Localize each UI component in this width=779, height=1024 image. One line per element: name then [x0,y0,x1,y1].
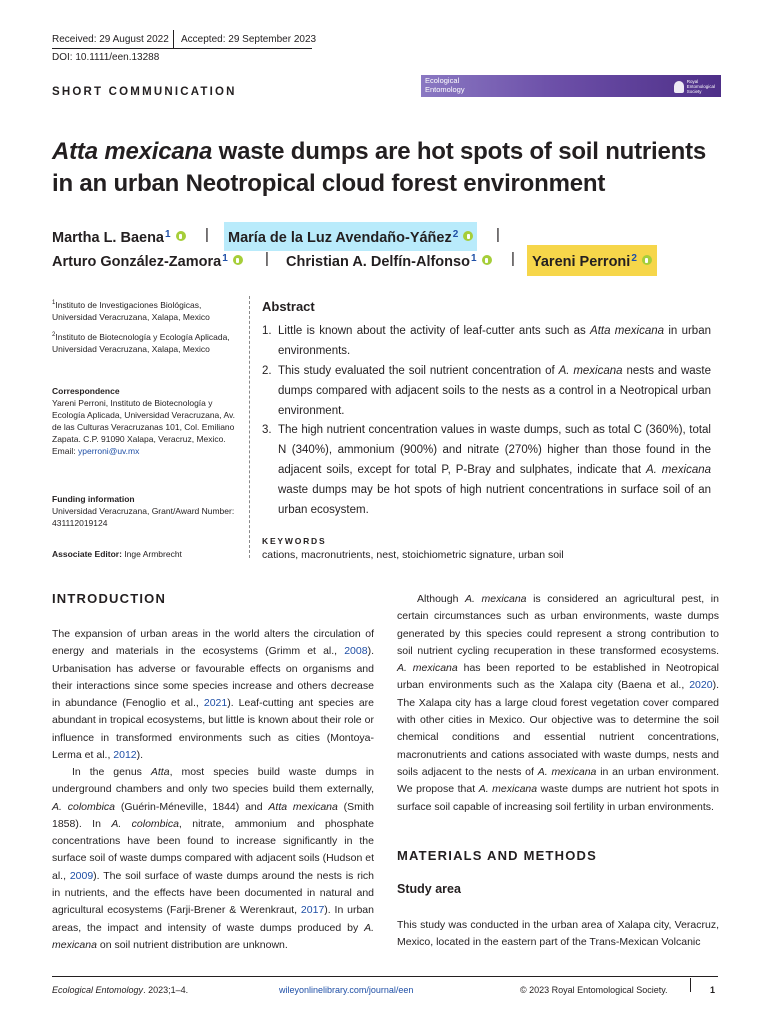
orcid-icon[interactable] [463,231,473,241]
text: The expansion of urban areas in the world alters the circulation of energy and materials in the ecosystems (Grimm et al., [52,628,374,658]
citation-link[interactable]: 2017 [300,904,325,917]
abstract-item-number: 2. [262,365,272,377]
journal-logo-line: Ecological [425,76,460,85]
author[interactable] [224,222,477,251]
abstract-text: Little is known about the activity of leaf-cutter ants such as [278,325,591,337]
affiliation-text: Instituto de Investigaciones Biológicas, Universidad Veracruzana, Xalapa, Mexico [52,299,210,322]
received-date: Received: 29 August 2022 [52,34,169,45]
species-name: A. mexicana [52,921,374,951]
affiliation-1 [52,297,237,323]
abstract-heading: Abstract [262,299,315,314]
author[interactable] [527,245,657,276]
journal-logo-text [425,77,465,94]
abstract-text: in urban environments. [278,325,711,357]
text: (Guérin-Méneville, 1844) and [115,800,269,813]
article-type: SHORT COMMUNICATION [52,86,237,98]
author-separator: | [511,250,515,267]
intro-paragraph-2 [52,764,374,954]
footer-url-link[interactable]: wileyonlinelibrary.com/journal/een [279,985,414,995]
author-name: Martha L. Baena [52,230,164,246]
citation-link[interactable]: 2021 [203,697,228,710]
journal-logo[interactable] [421,75,721,97]
citation-link[interactable]: 2012 [113,749,137,762]
footer-journal: Ecological Entomology [52,985,144,995]
abstract-item-number: 3. [262,424,272,436]
text: waste dumps are nutrient hot spots in surface soil capable of increasing soil fertility in urban environments. [397,783,719,813]
funding-label: Funding information [52,494,135,504]
methods-paragraph-1: This study was conducted in the urban area of Xalapa city, Veracruz, Mexico, located in the eastern part of the Trans-Mexican Volcanic [397,919,719,949]
affiliation-sup: 1 [52,300,56,306]
orcid-icon[interactable] [482,255,492,265]
keywords-label: KEYWORDS [262,536,327,546]
orcid-icon[interactable] [233,255,243,265]
abstract-text: nests and waste dumps compared with adjacent soils to the nests as a control in a Neotropical urban environment. [278,365,711,417]
citation-link[interactable]: 2009 [69,869,94,882]
citation-link[interactable]: 2008 [344,645,368,658]
author-separator: | [496,226,500,243]
affiliation-2 [52,329,237,355]
abstract-text: The high nutrient concentration values in waste dumps, such as total C (360%), total N (340%), ammonium (900%) and nitrate (270%) higher than those found in the adjacent soils, except for total P, P-Bray and sulphates, indicate that [278,424,711,476]
species-name: Atta [150,766,170,778]
funding-text: Universidad Veracruzana, Grant/Award Number: 431112019124 [52,506,235,528]
author-affiliation-sup[interactable]: 1 [222,253,228,264]
text: , most species build waste dumps in underground chambers and only two species build them externally, [52,766,374,796]
abstract-text: This study evaluated the soil nutrient concentration of [278,365,559,377]
text: In the genus [72,766,151,778]
section-heading-methods: MATERIALS AND METHODS [397,848,597,863]
author-affiliation-sup[interactable]: 1 [470,253,477,264]
email-link[interactable]: yperroni@uv.mx [77,446,140,456]
text: ). Urbanisation has adverse or favourable effects on organisms and their interactions since some species increase and others decrease in abundance (Fenoglio et al., [52,645,374,710]
text: ). The Xalapa city has a large cloud forest vegetation cover compared with other cities in Mexico. Our objective was to determine the soil chemical conditions and essential nutrient concentrations, macronutrients and cations associated with waste dumps, nests and soils adjacent to the nests of [397,679,719,778]
abstract-item [262,321,711,361]
footer-year-pages: . 2023;1–4. [143,985,189,995]
intro-paragraph-3 [397,591,719,816]
correspondence-text: Yareni Perroni, Instituto de Biotecnología y Ecología Aplicada, Universidad Veracruzana, Av. de las Culturas Veracruzanas 101, Col. Emiliano Zapata. C.P. 91090 Xalapa, Veracruz, Mexico. [52,398,236,444]
keywords: cations, macronutrients, nest, stoichiometric signature, urban soil [262,549,564,561]
footer-url[interactable] [279,985,413,995]
page-number: 1 [710,985,716,995]
orcid-icon[interactable] [176,231,186,241]
accepted-date: Accepted: 29 September 2023 [181,34,317,45]
abstract-item [262,361,711,421]
intro-paragraph-1 [52,626,374,764]
author-affiliation-sup[interactable]: 2 [631,253,637,264]
text: , nitrate, ammonium and phosphate concentrations have been found to increase significantly in the surface soil of waste dumps compared with adjacent soils (Hudson et al., [52,817,375,882]
species-name: Atta mexicana [268,800,338,813]
abstract-species: Atta mexicana [590,325,665,337]
species-name: A. mexicana [537,765,597,778]
abstract-item [262,420,711,520]
section-heading-introduction: INTRODUCTION [52,591,167,606]
article-title [52,136,732,200]
correspondence [52,385,237,457]
society-crest-icon [674,81,684,93]
text: is considered an agricultural pest, in certain circumstances such as urban environments, waste dumps generated by this species could represent a strong contribution to soil nutrient cycling recuperation in these transformed ecosystems. [397,593,719,657]
author-name: Yareni Perroni [532,254,631,270]
author-separator: | [265,250,269,267]
text: ). [136,749,144,762]
abstract-species: A. mexicana [558,365,623,377]
species-name: A. mexicana [397,662,458,675]
author-affiliation-sup[interactable]: 2 [452,229,459,240]
subsection-heading-study-area: Study area [397,882,461,896]
associate-editor [52,548,237,560]
text: Although [417,593,466,605]
text: (Smith 1858). In [52,800,375,830]
correspondence-label: Correspondence [52,386,120,396]
author-name: María de la Luz Avendaño-Yáñez [228,230,452,246]
abstract-species: A. mexicana [645,464,712,476]
text: on soil nutrient distribution are unknown. [96,938,288,951]
species-name: A. mexicana [478,783,538,796]
affiliation-text: Instituto de Biotecnología y Ecología Aplicada, Universidad Veracruzana, Xalapa, Mexico [52,331,230,354]
author[interactable] [52,249,243,272]
abstract-item-number: 1. [262,325,272,337]
author-name: Christian A. Delfín-Alfonso [286,254,470,270]
text: has been reported to be established in Neotropical urban environments such as the Xalapa city (Baena et al., [397,662,720,692]
editor-name: Inge Armbrecht [121,549,182,559]
text: ). In urban areas, the impact and intensity of waste dumps produced by [52,904,374,934]
divider [690,978,691,992]
affiliation-sup: 2 [52,332,56,338]
footer-citation [52,985,188,995]
divider [249,296,250,558]
doi: DOI: 10.1111/een.13288 [52,52,160,63]
text: ). Leaf-cutting ant species are abundant in tropical ecosystems, but little is known about their role or influence in transformed environments such as cities (Montoya-Lerma et al., [52,697,375,762]
text: ). The soil surface of waste dumps around the nests is rich in nutrients, and the effects have been documented in natural and agricultural ecosystems (Farji-Brener & Werenkraut, [52,869,374,917]
abstract-text: waste dumps may be hot spots of high nutrient concentrations in surface soil of an urban ecosystem. [278,484,711,516]
text: in an urban environment. We propose that [397,765,719,796]
society-logo-line: Society [686,89,702,94]
species-name: A. mexicana [465,593,527,605]
title-italic: Atta mexicana [52,138,213,165]
author[interactable] [286,249,492,272]
funding-information [52,493,237,529]
editor-label: Associate Editor: [52,549,122,559]
divider [173,30,174,48]
email-label: Email: [52,446,78,456]
author-affiliation-sup[interactable]: 1 [165,229,171,240]
species-name: A. colombica [52,800,116,813]
citation-link[interactable]: 2020 [689,679,713,692]
divider [52,976,718,977]
species-name: A. colombica [111,817,179,830]
journal-logo-line: Entomology [425,84,465,94]
title-rest: waste dumps are hot spots of soil nutrients in an urban Neotropical cloud forest environment [52,138,707,197]
author[interactable] [52,225,186,248]
author-separator: | [205,226,209,243]
footer-copyright: © 2023 Royal Entomological Society. [520,985,668,995]
society-logo [674,79,715,94]
society-logo-line: Royal [686,79,699,84]
author-name: Arturo González-Zamora [52,254,222,270]
orcid-icon[interactable] [642,255,652,265]
divider [52,48,312,49]
society-logo-line: Entomological [686,84,715,89]
